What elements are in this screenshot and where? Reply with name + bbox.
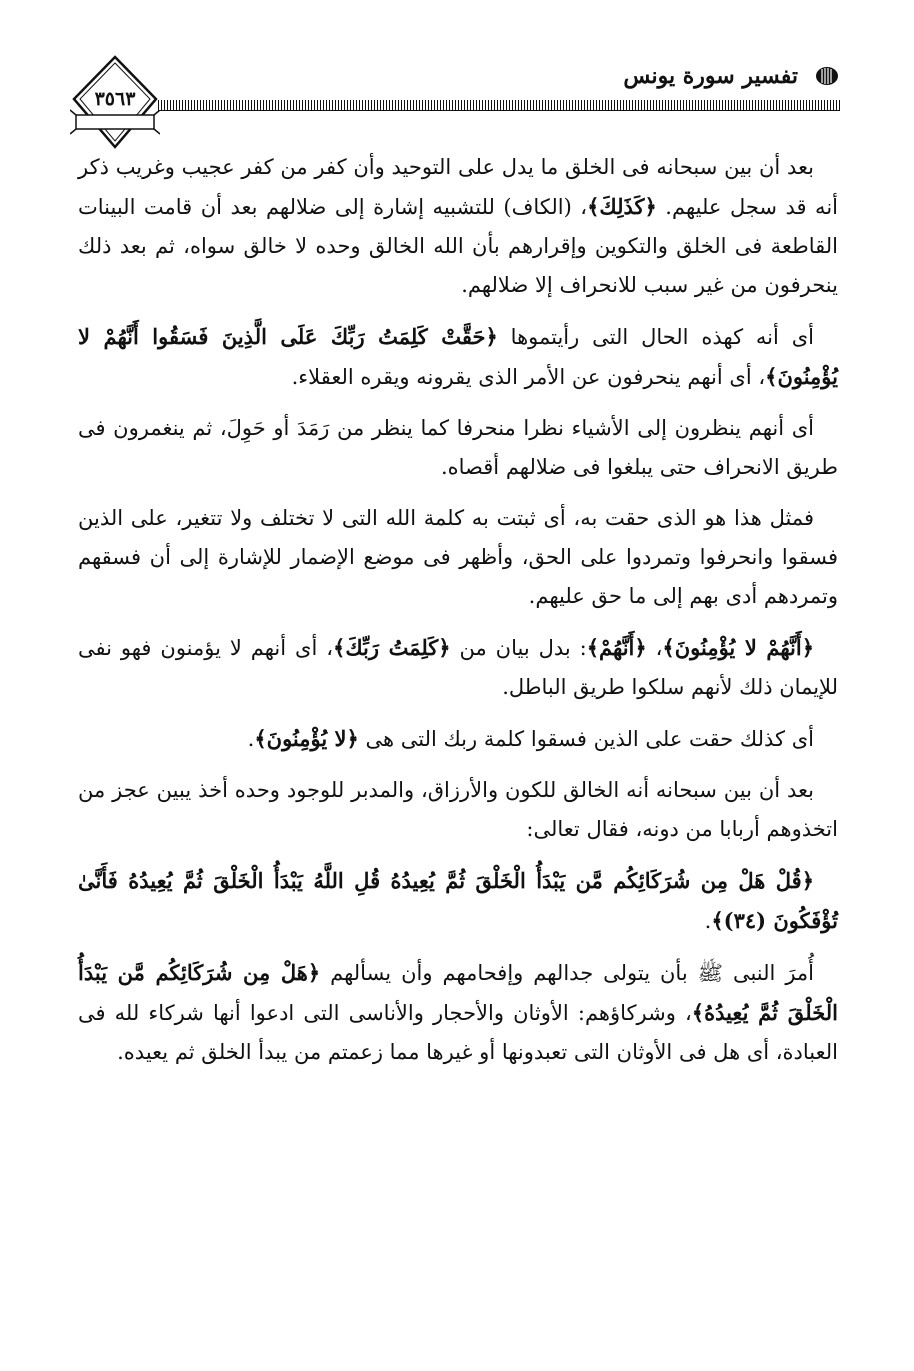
paragraph-text: أى كذلك حقت على الذين فسقوا كلمة ربك التى هى	[358, 727, 814, 751]
paragraph	[78, 771, 838, 849]
paragraph	[78, 953, 838, 1072]
paragraph	[78, 148, 838, 305]
paragraph-text: بعد أن بين سبحانه فى الخلق ما يدل على التوحيد وأن كفر من كفر عجيب وغريب ذكر أنه قد سجل عليهم.	[78, 155, 838, 219]
paragraph	[78, 861, 838, 941]
quran-verse: ﴿قُلْ هَلْ مِن شُرَكَائِكُم مَّن يَبْدَأُ الْخَلْقَ ثُمَّ يُعِيدُهُ قُلِ اللَّهُ يَبْدَأُ الْخَلْقَ ثُمَّ يُعِيدُهُ فَأَنَّىٰ تُؤْفَكُونَ (٣٤)﴾	[78, 868, 838, 933]
quran-verse: ﴿حَقَّتْ كَلِمَتُ رَبِّكَ عَلَى الَّذِينَ فَسَقُوا أَنَّهُمْ لا يُؤْمِنُونَ﴾	[78, 324, 838, 389]
paragraph-text: أُمرَ النبى ﷺ بأن يتولى جدالهم وإفحامهم وأن يسألهم	[320, 961, 814, 985]
quran-verse: ﴿هَلْ مِن شُرَكَائِكُم مَّن يَبْدَأُ الْخَلْقَ ثُمَّ يُعِيدُهُ﴾	[78, 960, 838, 1025]
paragraph-text: .	[704, 909, 712, 933]
header-rule-line	[158, 110, 840, 111]
header-rule	[158, 100, 840, 110]
quran-verse: ﴿كَلِمَتُ رَبِّكَ﴾	[333, 635, 451, 660]
page-number: ٣٥٦٣	[94, 88, 136, 110]
paragraph	[78, 409, 838, 487]
paragraph-text: أى أنه كهذه الحال التى رأيتموها	[497, 325, 814, 349]
page-header	[70, 55, 840, 150]
page-body	[78, 148, 838, 1084]
paragraph-text: ، وشركاؤهم: الأوثان والأحجار والأناسى التى ادعوا أنها شركاء لله فى العبادة، أى هل فى الأوثان التى تعبدونها أو غيرها مما زعمتم من يبدأ الخلق ثم يعيده.	[78, 1001, 838, 1064]
paragraph	[78, 499, 838, 616]
flower-ornament-icon	[814, 65, 840, 87]
quran-verse: ﴿لا يُؤْمِنُونَ﴾	[254, 726, 359, 751]
paragraph-text: بعد أن بين سبحانه أنه الخالق للكون والأرزاق، والمدبر للوجود وحده أخذ يبين عجز من اتخذوهم أربابا من دونه، فقال تعالى:	[78, 778, 838, 841]
paragraph	[78, 317, 838, 397]
paragraph-text: : بدل بيان من	[450, 636, 587, 660]
paragraph-text: ، أى أنهم لا يؤمنون فهو نفى للإيمان ذلك لأنهم سلكوا طريق الباطل.	[78, 636, 838, 699]
quran-verse: ﴿أَنَّهُمْ﴾	[586, 635, 647, 660]
quran-verse: ﴿كَذَلِكَ﴾	[587, 194, 657, 219]
paragraph-text: ،	[646, 636, 663, 660]
paragraph-text: أى أنهم ينظرون إلى الأشياء نظرا منحرفا كما ينظر من رَمَدَ أو حَوِلَ، ثم ينغمرون فى طريق الانحراف حتى يبلغوا فى ضلالهم أقصاه.	[78, 416, 838, 479]
paragraph-text: فمثل هذا هو الذى حقت به، أى ثبتت به كلمة الله التى لا تختلف ولا تتغير، على الذين فسقوا وانحرفوا وتمردوا على الحق، وأظهر فى موضع الإضمار للإشارة إلى أن فسقهم وتمردهم أدى بهم إلى ما حق عليهم.	[78, 506, 838, 608]
paragraph	[78, 719, 838, 759]
paragraph	[78, 628, 838, 707]
paragraph-text: ، أى أنهم ينحرفون عن الأمر الذى يقرونه ويقره العقلاء.	[291, 365, 766, 389]
paragraph-text: .	[247, 727, 255, 751]
paragraph-text: ، (الكاف) للتشبيه إشارة إلى ضلالهم بعد أن قامت البينات القاطعة فى الخلق والتكوين وإقرارهم بأن الله الخالق وحده لا خالق سواه، ثم بعد ذلك ينحرفون من غير سبب للانحراف إلا ضلالهم.	[78, 195, 838, 297]
quran-verse: ﴿أَنَّهُمْ لا يُؤْمِنُونَ﴾	[662, 635, 815, 660]
surah-title: تفسير سورة يونس	[623, 63, 798, 89]
